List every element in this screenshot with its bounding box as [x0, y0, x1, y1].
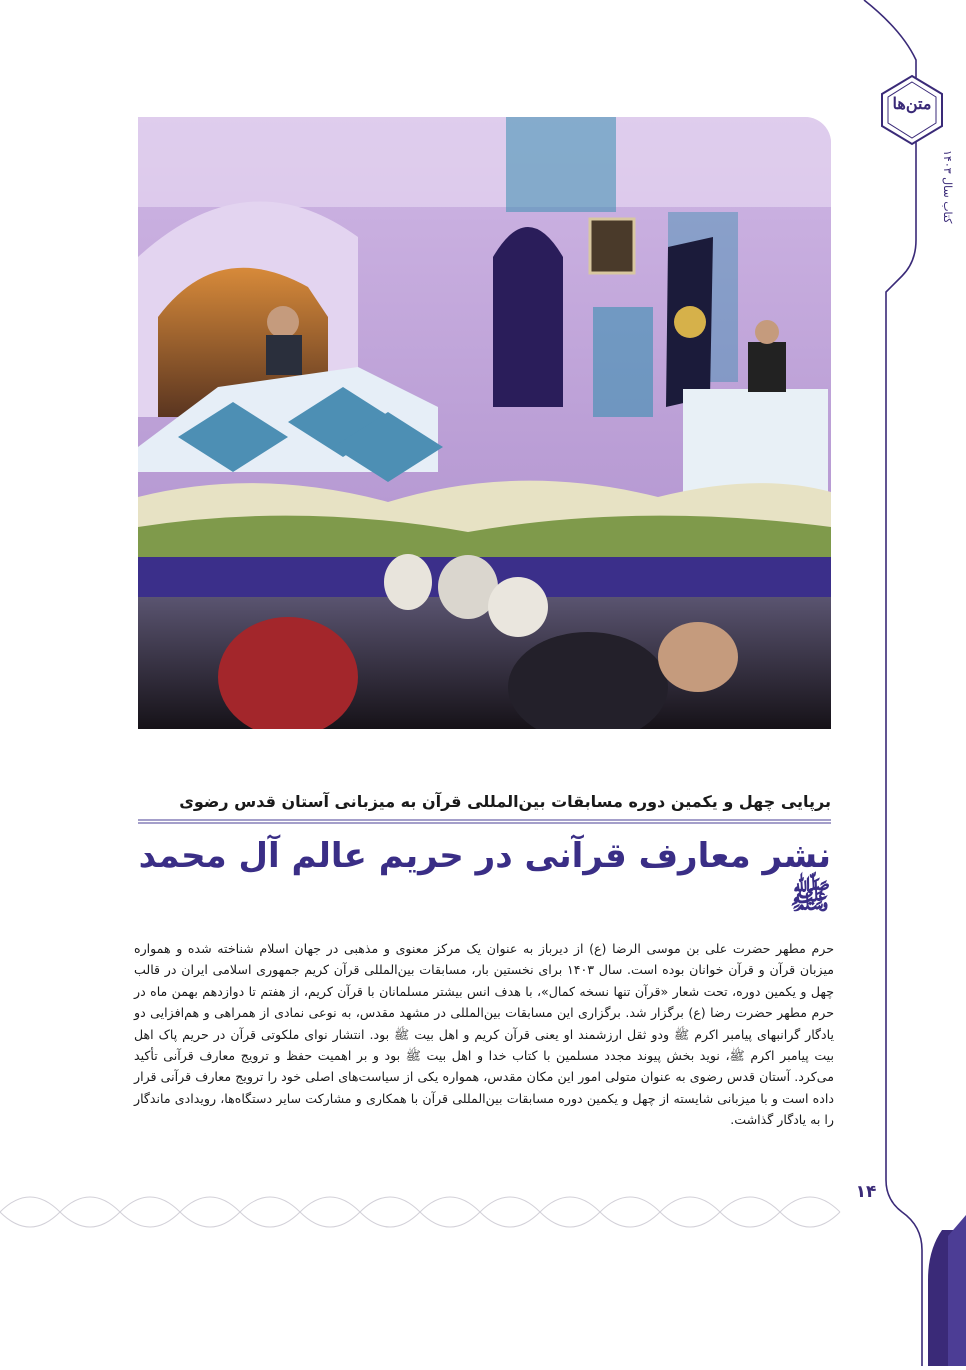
article-subtitle: برپایی چهل و یکمین دوره مسابقات بین‌المللی قرآن به میزبانی آستان قدس رضوی: [179, 792, 831, 811]
logo-text: متن‌ها: [892, 94, 932, 113]
publication-logo: [872, 70, 952, 150]
ceremony-photo-illustration: [138, 117, 831, 729]
book-label: کتاب سال ۱۴۰۳: [941, 150, 954, 224]
ceremony-photo: [138, 117, 831, 729]
page-number: ۱۴: [855, 1182, 877, 1202]
article-body: حرم مطهر حضرت علی بن موسی الرضا (ع) از دیرباز به عنوان یک مرکز معنوی و مذهبی در جهان اسلام شناخته شده و همواره میزبان قرآن و قرآن خوانان بوده است. سال ۱۴۰۳ برای نخستین بار، مسابقات بین‌المللی قرآن کریم جمهوری اسلامی ایران در قالب چهل و یکمین دوره، تحت شعار «قرآن تنها نسخه کمال»، با هدف انس بیشتر مسلمانان با قرآن کریم، از هفتم تا دوازدهم بهمن ماه در حرم مطهر حضرت رضا (ع) برگزار شد. برگزاری این مسابقات بین‌المللی در مشهد مقدس، به نوعی نمادی از همراهی و هم‌افزایی دو یادگار گرانبهای پیامبر اکرم ﷺ ودو ثقل ارزشمند او یعنی قرآن کریم و اهل بیت ﷺ بود. انتشار نوای ملکوتی قرآن در حریم پاک اهل بیت پیامبر اکرم ﷺ، نوید بخش پیوند مجدد مسلمین با کتاب خدا و اهل بیت ﷺ بود و بر اهمیت حفظ و ترویج معارف قرآنی تأکید می‌کرد. آستان قدس رضوی به عنوان متولی امور این مکان مقدس، همواره یکی از سیاست‌های اصلی خود را ترویج معارف قرآنی قرار داده است و با میزبانی شایسته از چهل و یکمین دوره مسابقات بین‌المللی قرآن با همکاری و مشارکت سایر دستگاه‌ها، رویدادی ماندگار را به یادگار گذاشت.: [134, 941, 834, 1128]
title-divider: [138, 819, 831, 824]
decorative-side-band: [862, 0, 966, 1366]
article-headline: نشر معارف قرآنی در حریم عالم آل محمد ﷺ: [138, 836, 831, 917]
footer-pattern-ornament: [0, 1182, 844, 1242]
